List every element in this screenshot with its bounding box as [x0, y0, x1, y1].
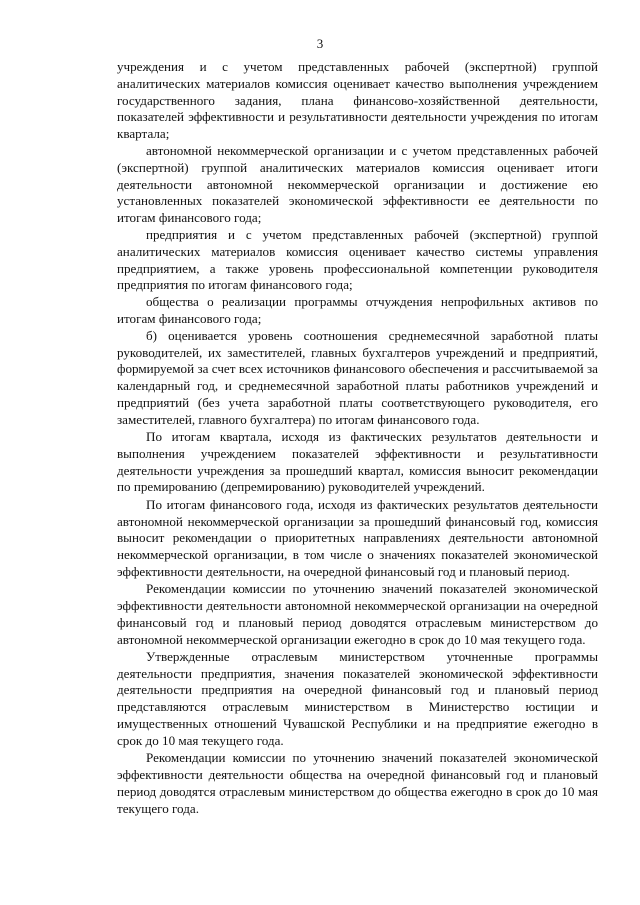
paragraph-enterprise-programs: Утвержденные отраслевым министерством уточненные программы деятельности предприятия, значения показателей экономической эффективности деятельности предприятия на очередной финансовый год и плановый период представляются отраслевым министерством в Министерство юстиции и имущественных отношений Чувашской Республики и на предприятие ежегодно в срок до 10 мая текущего года. — [117, 648, 598, 748]
paragraph-quarterly-results: По итогам квартала, исходя из фактических результатов деятельности и выполнения учреждением показателей эффективности и результативности деятельности учреждения за прошедший квартал, комиссия выносит рекомендации по премированию (депремированию) руководителей учреждений. — [117, 429, 598, 495]
paragraph-ano-assessment: автономной некоммерческой организации и с учетом представленных рабочей (экспертной) группой аналитических материалов комиссия оценивает итоги деятельности автономной некоммерческой организации и достижение ею установленных показателей экономической эффективности ее деятельности по итогам финансового года; — [117, 142, 598, 226]
paragraph-institution-assessment: учреждения и с учетом представленных рабочей (экспертной) группой аналитических материалов комиссия оценивает качество выполнения учреждением государственного задания, плана финансово-хозяйственной деятельности, показателей эффективности и результативности деятельности учреждения по итогам квартала; — [117, 59, 598, 142]
page-number: 3 — [316, 36, 324, 51]
paragraph-ano-recommendations: Рекомендации комиссии по уточнению значений показателей экономической эффективности деятельности автономной некоммерческой организации на очередной финансовый год и плановый период доводятся отраслевым министерством до автономной некоммерческой организации ежегодно в срок до 10 мая текущего года. — [117, 581, 598, 647]
document-body — [117, 59, 598, 817]
paragraph-annual-results: По итогам финансового года, исходя из фактических результатов деятельности автономной некоммерческой организации за прошедший финансовый год, комиссия выносит рекомендации о приоритетных направлениях деятельности автономной некоммерческой организации, в том числе о значениях показателей экономической эффективности деятельности, на очередной финансовый год и плановый период. — [117, 496, 598, 579]
paragraph-enterprise-assessment: предприятия и с учетом представленных рабочей (экспертной) группой аналитических материалов комиссия оценивает качество системы управления предприятием, а также уровень профессиональной компетенции руководителя предприятия по итогам финансового года; — [117, 226, 598, 293]
paragraph-salary-ratio: б) оценивается уровень соотношения среднемесячной заработной платы руководителей, их заместителей, главных бухгалтеров учреждений и предприятий, формируемой за счет всех источников финансового обеспечения и рассчитываемой за календарный год, и среднемесячной заработной платы работников учреждений и предприятий (без учета заработной платы соответствующего руководителя, его заместителей, главного бухгалтера) по итогам финансового года. — [117, 327, 598, 427]
paragraph-company-assessment: общества о реализации программы отчуждения непрофильных активов по итогам финансового года; — [117, 294, 598, 326]
paragraph-company-recommendations: Рекомендации комиссии по уточнению значений показателей экономической эффективности деятельности общества на очередной финансовый год и плановый период доводятся отраслевым министерством до общества ежегодно в срок до 10 мая текущего года. — [117, 750, 598, 816]
